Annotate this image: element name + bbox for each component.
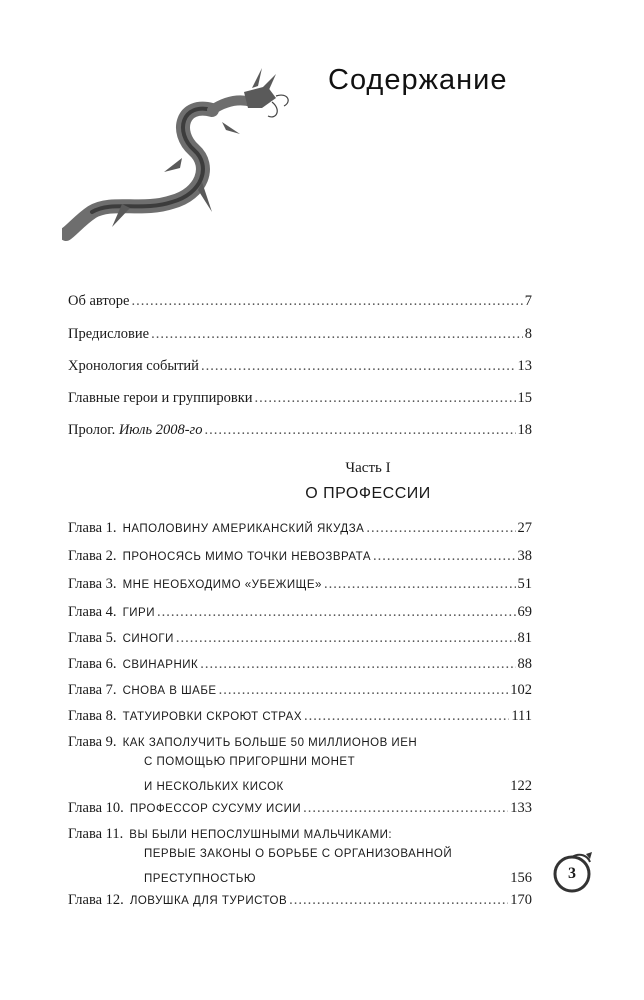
- toc-chapter-1[interactable]: [68, 520, 532, 537]
- toc-chapter-9[interactable]: [68, 734, 532, 800]
- dot-leader: [289, 892, 508, 909]
- prologue-subtitle: Июль 2008-го: [118, 422, 203, 438]
- dot-leader: [303, 800, 508, 817]
- toc-entry-chronology[interactable]: [68, 358, 532, 375]
- toc-chapter-2[interactable]: [68, 548, 532, 565]
- toc-entry-about-author[interactable]: [68, 293, 532, 310]
- chapter-title-line-2: С ПОМОЩЬЮ ПРИГОРШНИ МОНЕТ: [144, 756, 356, 768]
- chapter-title-line-1: КАК ЗАПОЛУЧИТЬ БОЛЬШЕ 50 МИЛЛИОНОВ ИЕН: [122, 737, 418, 749]
- toc-chapter-5[interactable]: [68, 630, 532, 647]
- part-label: Часть I: [345, 460, 391, 476]
- toc-chapter-11[interactable]: [68, 826, 532, 892]
- toc-entry-prologue[interactable]: [68, 422, 532, 439]
- dot-leader: [373, 548, 516, 565]
- dot-leader: [131, 293, 522, 310]
- dot-leader: [151, 326, 523, 343]
- dot-leader: [219, 682, 509, 699]
- dot-leader: [157, 604, 516, 621]
- chapter-number: Глава 3.: [68, 576, 117, 592]
- toc-entry-label: Предисловие: [68, 326, 150, 342]
- chapter-page: 38: [517, 548, 532, 564]
- toc-chapter-10[interactable]: [68, 800, 532, 817]
- chapter-title-line-3: И НЕСКОЛЬКИХ КИСОК: [144, 781, 284, 793]
- chapter-title-line-3: ПРЕСТУПНОСТЬЮ: [144, 873, 256, 885]
- chapter-title: СВИНАРНИК: [122, 659, 199, 671]
- prologue-label: Пролог.: [68, 422, 119, 438]
- toc-entry-label: Хронология событий: [68, 358, 199, 374]
- toc-entry-page: 15: [517, 390, 532, 406]
- dot-leader: [255, 390, 516, 407]
- chapter-page: 156: [510, 870, 532, 886]
- chapter-number: Глава 7.: [68, 682, 117, 698]
- dot-leader: [366, 520, 515, 537]
- page-number: 3: [568, 865, 576, 882]
- dragon-illustration: [62, 62, 292, 242]
- chapter-page: 133: [510, 800, 532, 816]
- chapter-number: Глава 8.: [68, 708, 117, 724]
- chapter-number: Глава 11.: [68, 826, 124, 842]
- chapter-number: Глава 5.: [68, 630, 117, 646]
- toc-chapter-3[interactable]: [68, 576, 532, 593]
- chapter-number: Глава 1.: [68, 520, 117, 536]
- part-title: О ПРОФЕССИИ: [305, 485, 431, 502]
- chapter-page: 51: [517, 576, 532, 592]
- toc-entry-label: [68, 422, 202, 439]
- chapter-number: Глава 6.: [68, 656, 117, 672]
- chapter-title-line-1: ВЫ БЫЛИ НЕПОСЛУШНЫМИ МАЛЬЧИКАМИ:: [129, 829, 393, 841]
- dot-leader: [304, 708, 509, 725]
- chapter-title-line-2: ПЕРВЫЕ ЗАКОНЫ О БОРЬБЕ С ОРГАНИЗОВАННОЙ: [144, 848, 453, 860]
- chapter-number: Глава 9.: [68, 734, 117, 750]
- toc-entry-page: 8: [524, 326, 532, 342]
- chapter-title: ЛОВУШКА ДЛЯ ТУРИСТОВ: [129, 895, 288, 907]
- toc-entry-characters[interactable]: [68, 390, 532, 407]
- toc-entry-label: Об авторе: [68, 293, 130, 309]
- chapter-number: Глава 4.: [68, 604, 117, 620]
- chapter-title: МНЕ НЕОБХОДИМО «УБЕЖИЩЕ»: [122, 579, 322, 591]
- toc-chapter-12[interactable]: [68, 892, 532, 909]
- chapter-number: Глава 12.: [68, 892, 124, 908]
- chapter-title: СИНОГИ: [122, 633, 174, 645]
- chapter-page: 81: [517, 630, 532, 646]
- toc-chapter-8[interactable]: [68, 708, 532, 725]
- toc-entry-page: 18: [517, 422, 532, 438]
- chapter-page: 122: [510, 778, 532, 794]
- chapter-page: 102: [510, 682, 532, 698]
- dot-leader: [176, 630, 516, 647]
- toc-chapter-7[interactable]: [68, 682, 532, 699]
- chapter-number: Глава 2.: [68, 548, 117, 564]
- toc-entry-label: Главные герои и группировки: [68, 390, 253, 406]
- chapter-title: ТАТУИРОВКИ СКРОЮТ СТРАХ: [122, 711, 303, 723]
- chapter-title: СНОВА В ШАБЕ: [122, 685, 217, 697]
- toc-chapter-6[interactable]: [68, 656, 532, 673]
- chapter-page: 27: [517, 520, 532, 536]
- chapter-page: 88: [517, 656, 532, 672]
- dot-leader: [201, 358, 516, 375]
- dot-leader: [200, 656, 515, 673]
- dot-leader: [204, 422, 515, 439]
- page-title: Содержание: [328, 64, 508, 96]
- chapter-page: 170: [510, 892, 532, 908]
- chapter-title: НАПОЛОВИНУ АМЕРИКАНСКИЙ ЯКУДЗА: [122, 523, 365, 535]
- toc-entry-foreword[interactable]: [68, 326, 532, 343]
- chapter-number: Глава 10.: [68, 800, 124, 816]
- chapter-page: 69: [517, 604, 532, 620]
- toc-entry-page: 13: [517, 358, 532, 374]
- dot-leader: [324, 576, 516, 593]
- page-number-badge: [548, 850, 596, 898]
- chapter-page: 111: [511, 708, 532, 724]
- chapter-title: ПРОФЕССОР СУСУМУ ИСИИ: [129, 803, 302, 815]
- toc-entry-page: 7: [524, 293, 532, 309]
- chapter-title: ГИРИ: [122, 607, 155, 619]
- chapter-title: ПРОНОСЯСЬ МИМО ТОЧКИ НЕВОЗВРАТА: [122, 551, 371, 563]
- toc-chapter-4[interactable]: [68, 604, 532, 621]
